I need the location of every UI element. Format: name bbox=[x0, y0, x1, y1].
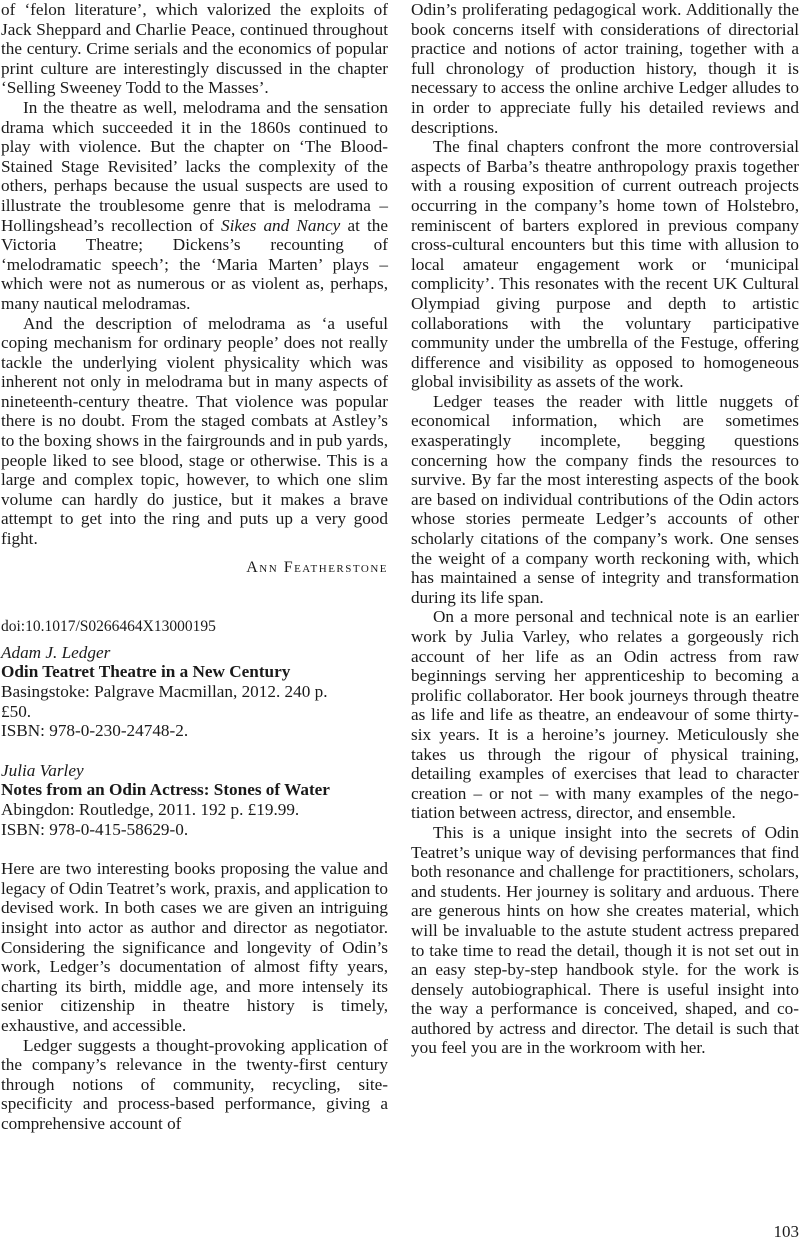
reviewer-signature: Ann Featherstone bbox=[246, 558, 388, 576]
body-paragraph: Here are two interesting books proposing the value and legacy of Odin Teatret’s work, praxis, and application to devised work. In both cases we are given an intriguing insight into actor as author and director as negotiator. Considering the significance and longevity of Odin’s work, Ledger’s documentation of almost fifty years, charting its birth, middle age, and more intensely its senior citizenship in theatre history is timely, exhaustive, and accessible. bbox=[1, 859, 388, 1035]
paragraph-text: In the theatre as well, melodrama and the sensation drama which succeeded it in the 1860s continued to play with violence. But the chapter on ‘The Blood-Stained Stage Revisited’ lacks the complexity of the others, perhaps because the usual suspects are used to illustrate the troublesome genre that is melodrama – Hollingshead’s recollection of bbox=[1, 97, 388, 235]
italic-work-title: Sikes and Nancy bbox=[221, 215, 341, 235]
book-author: Julia Varley bbox=[1, 760, 84, 780]
body-paragraph: And the description of melodrama as ‘a useful coping mechanism for ordinary people’ does not really tackle the underlying violent physicality which was inherent not only in melodrama but in many aspects of nineteenth-century theatre. That violence was popular there is no doubt. From the staged combats at Astley’s to the boxing shows in the fairgrounds and in pub yards, people liked to see blood, stage or otherwise. This is a large and complex topic, however, to which one slim volume can hardly do justice, but it makes a brave attempt to get into the ring and puts up a very good fight. bbox=[1, 313, 388, 549]
body-paragraph: Odin’s proliferating pedagogical work. Additionally the book concerns itself with considerations of directorial practice and notions of actor training, together with a full chronology of production history, though it is necessary to access the online archive Ledger alludes to in order to appreciate fully his detailed reviews and descriptions. bbox=[411, 0, 799, 137]
book-author: Adam J. Ledger bbox=[1, 642, 111, 662]
body-paragraph: The final chapters confront the more controversial aspects of Barba’s theatre anthropology praxis together with a rousing exposition of current outreach projects occurring in the company’s home town of Holstebro, reminiscent of barters explored in previous company cross-cultural encounters but this time with allusion to local amateur engagement work or ‘municipal complicity’. This resonates with the recent UK Cultural Olympiad giving purpose and depth to artistic collaborations with the voluntary participative community under the umbrella of the Festuge, offering difference and visibility as opposed to homogeneous global invisibility as assets of the work. bbox=[411, 137, 799, 392]
book-publication: Basingstoke: Palgrave Macmillan, 2012. 240 p. bbox=[1, 682, 328, 701]
body-paragraph: Ledger teases the reader with little nuggets of economical information, which are sometimes exasperatingly incomplete, begging questions concerning how the company finds the resources to survive. By far the most interesting aspects of the book are based on individual contributions of the Odin actors whose stories permeate Ledger’s accounts of other scholarly citations of the company’s work. One senses the weight of a company worth reckoning with, which has maintained a sense of integrity and transformation during its life span. bbox=[411, 391, 799, 607]
book-price: £50. bbox=[1, 701, 32, 721]
body-paragraph: of ‘felon literature’, which valorized the exploits of Jack Sheppard and Charlie Peace, continued throughout the century. Crime serials and the economics of popular print culture are interestingly discussed in the chapter ‘Selling Sweeney Todd to the Masses’. bbox=[1, 0, 388, 98]
doi-link[interactable]: doi:10.1017/S0266464X13000195 bbox=[1, 618, 216, 636]
body-paragraph: Ledger suggests a thought-provoking application of the company’s relevance in the twenty-first century through notions of community, recycling, site-specificity and process-based performance, giving a comprehensive account of bbox=[1, 1035, 388, 1133]
paragraph-text: at the Victoria Theatre; Dickens’s recounting of ‘melodramatic speech’; the ‘Maria Marten’ plays – which were not as numerous or as violent as, perhaps, many nautical melodramas. bbox=[1, 215, 388, 313]
right-column bbox=[411, 0, 799, 1058]
body-paragraph: On a more personal and technical note is an earlier work by Julia Varley, who relates a gorgeously rich account of her life as an Odin actress from raw beginnings serving her apprenticeship to becoming a prolific collaborator. Her book journeys through theatre as life and life as theatre, an endeavour of some thirty-six years. It is a heroine’s journey. Meticulously she takes us through the rigour of physical training, detailing examples of exercises that lead to character creation – or not – with many examples of the negotiation between actress, director, and ensemble. bbox=[411, 607, 799, 823]
book-isbn: ISBN: 978-0-415-58629-0. bbox=[1, 819, 189, 839]
page-number: 103 bbox=[773, 1222, 799, 1241]
body-paragraph bbox=[1, 98, 388, 314]
book-title: Notes from an Odin Actress: Stones of Water bbox=[1, 780, 330, 800]
book-citation bbox=[1, 761, 388, 839]
left-column bbox=[1, 0, 388, 1133]
book-publication: Abingdon: Routledge, 2011. 192 p. £19.99. bbox=[1, 799, 300, 819]
book-citation bbox=[1, 643, 388, 741]
book-isbn: ISBN: 978-0-230-24748-2. bbox=[1, 721, 189, 741]
body-paragraph: This is a unique insight into the secrets of Odin Teatret’s unique way of devising performances that find both resonance and challenge for practitioners, scholars, and students. Her journey is solitary and arduous. There are generous hints on how she creates material, which will be invaluable to the astute student actress prepared to take time to read the detail, though it is not set out in an easy step-by-step handbook style. for the work is densely autobiographical. There is useful insight into the way a performance is conceived, shaped, and co-authored by actress and director. The detail is such that you feel you are in the workroom with her. bbox=[411, 822, 799, 1058]
book-title: Odin Teatret Theatre in a New Century bbox=[1, 662, 291, 682]
